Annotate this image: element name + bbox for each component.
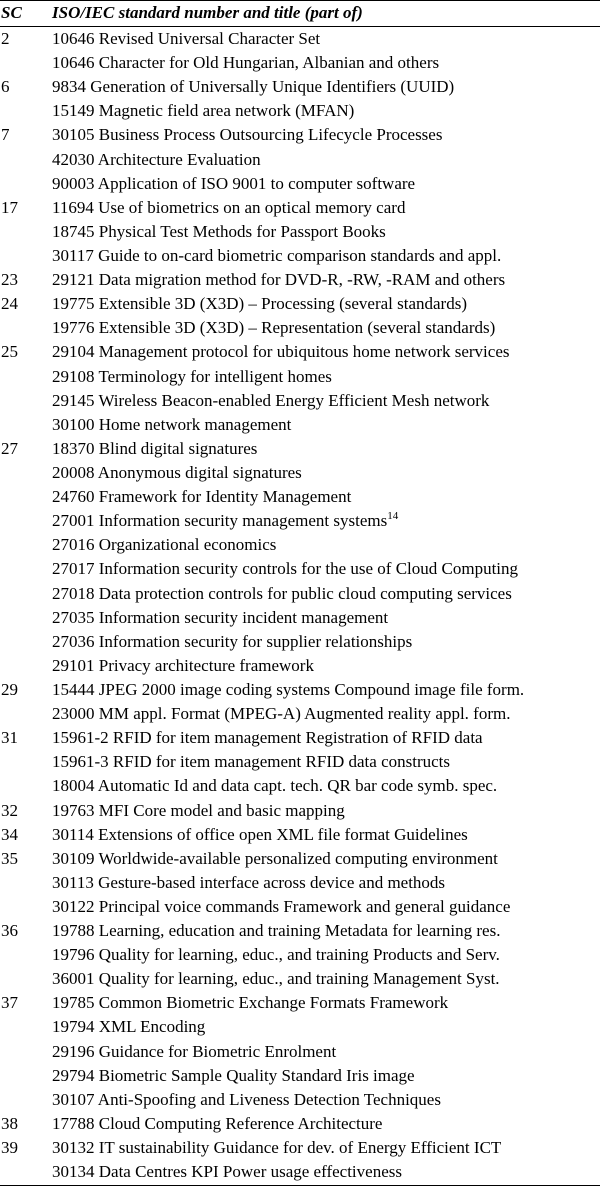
- standard-text: 18004 Automatic Id and data capt. tech. QR bar code symb. spec.: [52, 776, 498, 796]
- row-sc: 32: [1, 800, 18, 820]
- table-row: [0, 1040, 600, 1064]
- standard-text: 10646 Revised Universal Character Set: [52, 29, 321, 48]
- row-standard: [52, 606, 388, 630]
- row-sc: 34: [1, 824, 18, 844]
- table-row: [0, 365, 600, 389]
- row-standard: [52, 99, 354, 123]
- table-row: [0, 943, 600, 967]
- standard-text: 29121 Data migration method for DVD-R, -RW, -RAM and others: [52, 270, 506, 290]
- table-row: [0, 461, 600, 485]
- row-standard: [52, 413, 291, 437]
- standard-text: 27036 Information security for supplier relationships: [52, 631, 413, 651]
- standard-text: 19785 Common Biometric Exchange Formats Framework: [52, 993, 449, 1013]
- standard-text: 30114 Extensions of office open XML file format Guidelines: [52, 824, 468, 844]
- row-standard: [52, 123, 442, 147]
- row-sc: 24: [1, 294, 18, 314]
- row-standard: [52, 1015, 205, 1039]
- standard-text: 90003 Application of ISO 9001 to computer software: [52, 173, 416, 193]
- row-sc: 35: [1, 848, 18, 868]
- row-standard: [52, 895, 510, 919]
- row-standard: [52, 268, 505, 292]
- table-row: [0, 413, 600, 437]
- row-standard: [52, 292, 467, 316]
- standard-text: 19776 Extensible 3D (X3D) – Representation (several standards): [52, 318, 496, 338]
- footnote-marker: 14: [387, 510, 399, 523]
- row-standard: [52, 823, 468, 847]
- row-standard: [52, 943, 500, 967]
- row-standard: [52, 485, 351, 509]
- row-standard: [52, 509, 398, 535]
- standard-text: 9834 Generation of Universally Unique Identifiers (UUID): [52, 77, 455, 97]
- row-standard: [52, 750, 450, 774]
- standard-text: 15149 Magnetic field area network (MFAN): [52, 101, 355, 121]
- table-row: [0, 847, 600, 871]
- row-standard: [52, 1064, 415, 1088]
- standard-text: 15444 JPEG 2000 image coding systems Compound image file form.: [52, 679, 525, 699]
- standard-text: 30134 Data Centres KPI Power usage effectiveness: [52, 1162, 402, 1182]
- table-row: [0, 726, 600, 750]
- table-row: [0, 1136, 600, 1160]
- row-standard: [52, 919, 500, 943]
- standard-text: 30109 Worldwide-available personalized computing environment: [52, 848, 498, 868]
- standard-text: 19794 XML Encoding: [52, 1017, 206, 1037]
- standard-text: 30100 Home network management: [52, 414, 292, 434]
- table-row: [0, 437, 600, 461]
- row-standard: [52, 582, 512, 606]
- standard-text: 10646 Character for Old Hungarian, Albanian and others: [52, 53, 440, 73]
- row-standard: [52, 172, 415, 196]
- row-standard: [52, 557, 518, 581]
- row-standard: [52, 244, 501, 268]
- standard-text: 42030 Architecture Evaluation: [52, 149, 261, 169]
- table-row: [0, 678, 600, 702]
- table-row: [0, 340, 600, 364]
- row-standard: [52, 726, 483, 750]
- row-standard: [52, 871, 445, 895]
- standard-text: 30117 Guide to on-card biometric comparison standards and appl.: [52, 245, 502, 265]
- table-row: [0, 485, 600, 509]
- table-row: [0, 316, 600, 340]
- row-standard: [52, 678, 524, 702]
- table-row: [0, 75, 600, 99]
- row-standard: [52, 1136, 501, 1160]
- table-row: [0, 509, 600, 533]
- row-sc: 31: [1, 728, 18, 748]
- table-row: [0, 244, 600, 268]
- row-standard: [52, 533, 276, 557]
- standard-text: 27035 Information security incident management: [52, 607, 389, 627]
- standard-text: 19763 MFI Core model and basic mapping: [52, 800, 345, 820]
- row-standard: [52, 365, 332, 389]
- row-standard: [52, 316, 495, 340]
- row-standard: [52, 1088, 441, 1112]
- row-standard: [52, 1040, 336, 1064]
- row-sc: 6: [1, 77, 10, 97]
- row-standard: [52, 461, 302, 485]
- row-sc: 27: [1, 438, 18, 458]
- standard-text: 19775 Extensible 3D (X3D) – Processing (several standards): [52, 294, 467, 314]
- table-row: [0, 196, 600, 220]
- standard-text: 29196 Guidance for Biometric Enrolment: [52, 1041, 337, 1061]
- table-row: [0, 27, 600, 51]
- standard-text: 11694 Use of biometrics on an optical memory card: [52, 197, 406, 217]
- standard-text: 15961-3 RFID for item management RFID data constructs: [52, 752, 451, 772]
- table-row: [0, 702, 600, 726]
- row-standard: [52, 437, 257, 461]
- table-row: [0, 774, 600, 798]
- row-standard: [52, 1160, 402, 1184]
- standard-text: 30113 Gesture-based interface across device and methods: [52, 872, 446, 892]
- table-row: [0, 220, 600, 244]
- standard-text: 36001 Quality for learning, educ., and training Management Syst.: [52, 969, 500, 989]
- table-row: [0, 389, 600, 413]
- table-bottom-rule: [0, 1185, 600, 1186]
- row-standard: [52, 991, 448, 1015]
- row-sc: 7: [1, 125, 10, 145]
- row-standard: [52, 1112, 382, 1136]
- standard-text: 18745 Physical Test Methods for Passport Books: [52, 221, 386, 241]
- row-sc: 38: [1, 1113, 18, 1133]
- table-row: [0, 1160, 600, 1184]
- standard-text: 23000 MM appl. Format (MPEG-A) Augmented reality appl. form.: [52, 704, 511, 724]
- table-row: [0, 172, 600, 196]
- standard-text: 20008 Anonymous digital signatures: [52, 462, 302, 482]
- standard-text: 30107 Anti-Spoofing and Liveness Detection Techniques: [52, 1089, 441, 1109]
- standard-text: 29101 Privacy architecture framework: [52, 655, 314, 675]
- table-row: [0, 823, 600, 847]
- standard-text: 29104 Management protocol for ubiquitous home network services: [52, 342, 510, 362]
- row-standard: [52, 75, 454, 99]
- row-standard: [52, 340, 509, 364]
- row-sc: 23: [1, 270, 18, 290]
- header-title: ISO/IEC standard number and title (part of): [52, 3, 363, 22]
- standard-text: 19796 Quality for learning, educ., and training Products and Serv.: [52, 945, 500, 965]
- standard-text: 29794 Biometric Sample Quality Standard Iris image: [52, 1065, 415, 1085]
- table-row: [0, 919, 600, 943]
- row-standard: [52, 51, 439, 75]
- standard-text: 29145 Wireless Beacon-enabled Energy Efficient Mesh network: [52, 390, 490, 410]
- standard-text: 18370 Blind digital signatures: [52, 438, 258, 458]
- row-standard: [52, 27, 320, 51]
- table-top-rule: [0, 0, 600, 1]
- standard-text: 29108 Terminology for intelligent homes: [52, 366, 332, 386]
- row-sc: 17: [1, 197, 18, 217]
- table-row: [0, 1015, 600, 1039]
- table-row: [0, 292, 600, 316]
- table-row: [0, 654, 600, 678]
- table-row: [0, 630, 600, 654]
- row-standard: [52, 220, 386, 244]
- table-row: [0, 991, 600, 1015]
- table-row: [0, 582, 600, 606]
- table-row: [0, 799, 600, 823]
- row-standard: [52, 799, 345, 823]
- row-standard: [52, 847, 498, 871]
- standard-text: 17788 Cloud Computing Reference Architecture: [52, 1113, 383, 1133]
- table-row: [0, 967, 600, 991]
- standard-text: 15961-2 RFID for item management Registration of RFID data: [52, 728, 483, 748]
- table-body: [0, 27, 600, 1184]
- row-sc: 37: [1, 993, 18, 1013]
- table-row: [0, 1064, 600, 1088]
- row-standard: [52, 654, 314, 678]
- row-sc: 25: [1, 342, 18, 362]
- table-row: [0, 99, 600, 123]
- row-sc: 29: [1, 679, 18, 699]
- row-standard: [52, 967, 500, 991]
- row-sc: 36: [1, 921, 18, 941]
- standard-text: 27016 Organizational economics: [52, 535, 277, 555]
- standard-text: 27017 Information security controls for the use of Cloud Computing: [52, 559, 519, 579]
- table-row: [0, 557, 600, 581]
- table-row: [0, 268, 600, 292]
- table-row: [0, 606, 600, 630]
- table-row: [0, 533, 600, 557]
- row-standard: [52, 196, 405, 220]
- standard-text: 24760 Framework for Identity Management: [52, 487, 352, 507]
- row-standard: [52, 389, 489, 413]
- table-row: [0, 123, 600, 147]
- table-row: [0, 750, 600, 774]
- header-sc: SC: [1, 3, 22, 22]
- table-row: [0, 895, 600, 919]
- standard-text: 27018 Data protection controls for public cloud computing services: [52, 583, 512, 603]
- row-standard: [52, 774, 497, 798]
- table-row: [0, 1112, 600, 1136]
- row-standard: [52, 148, 261, 172]
- standard-text: 19788 Learning, education and training Metadata for learning res.: [52, 921, 501, 941]
- table-row: [0, 148, 600, 172]
- standard-text: 30122 Principal voice commands Framework and general guidance: [52, 896, 511, 916]
- standard-text: 30132 IT sustainability Guidance for dev. of Energy Efficient ICT: [52, 1138, 502, 1158]
- row-standard: [52, 702, 510, 726]
- table-row: [0, 871, 600, 895]
- table-row: [0, 1088, 600, 1112]
- standard-text: 30105 Business Process Outsourcing Lifecycle Processes: [52, 125, 443, 145]
- row-standard: [52, 630, 412, 654]
- row-sc: 2: [1, 29, 10, 48]
- standard-text: 27001 Information security management systems: [52, 511, 388, 531]
- row-sc: 39: [1, 1138, 18, 1158]
- table-row: [0, 51, 600, 75]
